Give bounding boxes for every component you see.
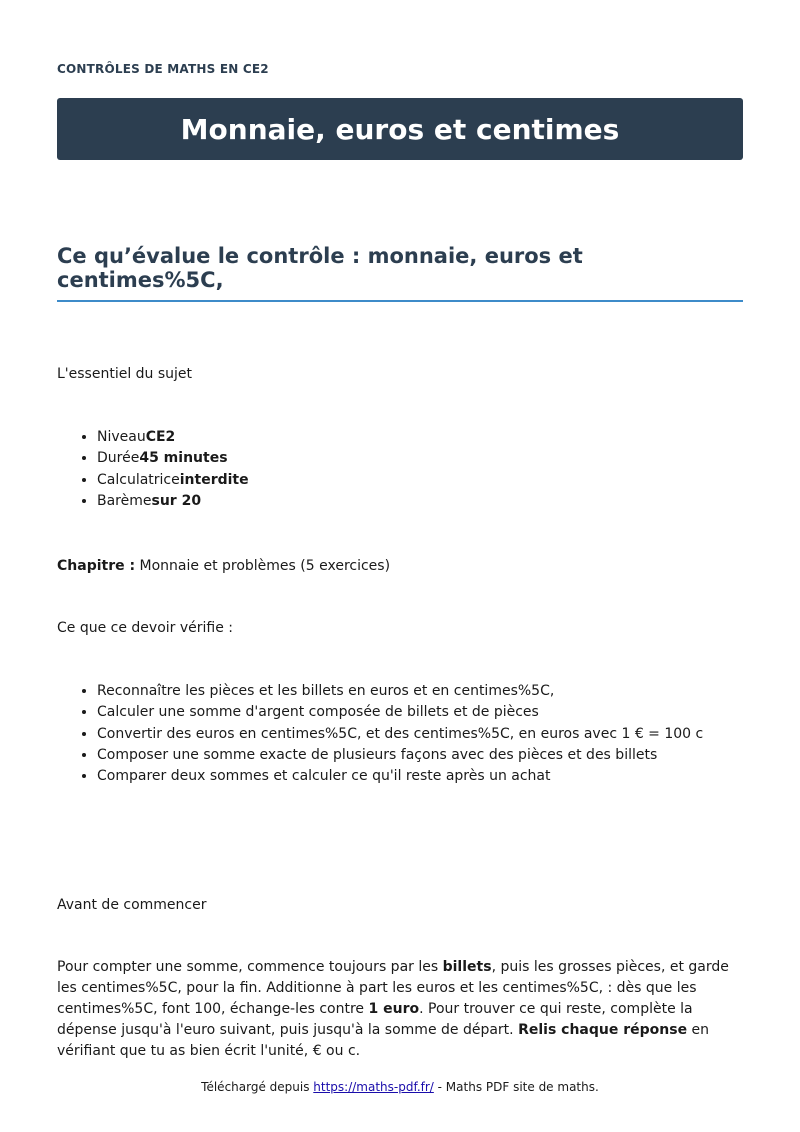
summary-item-duration: • Durée45 minutes bbox=[97, 448, 783, 469]
chapter-label: Chapitre : bbox=[57, 558, 136, 574]
advice-paragraph: Pour compter une somme, commence toujours par les billets, puis les grosses pièces, et garde les centimes%5C, pour la fin. Additionne à part les euros et les centimes%5C, : dès que les centimes%5C, font 100, échange-les contre 1 euro. Pour trouver ce qui reste, complète la dépense jusqu'à l'euro suivant, puis jusqu'à la somme de départ. Relis chaque réponse en vérifiant que tu as bien écrit l'unité, € ou c. bbox=[57, 959, 729, 1059]
checks-list bbox=[57, 681, 783, 787]
list-item: • Comparer deux sommes et calculer ce qu'il reste après un achat bbox=[97, 766, 783, 787]
list-item: • Composer une somme exacte de plusieurs façons avec des pièces et des billets bbox=[97, 745, 783, 766]
title-banner bbox=[57, 98, 743, 160]
page-title: Monnaie, euros et centimes bbox=[180, 112, 620, 146]
list-item: • Calculer une somme d'argent composée de billets et de pièces bbox=[97, 702, 783, 723]
footer-link[interactable]: https://maths-pdf.fr/ bbox=[313, 1080, 434, 1094]
summary-item-level: • NiveauCE2 bbox=[97, 427, 783, 448]
summary-item-calculator: • Calculatriceinterdite bbox=[97, 470, 783, 491]
list-item: • Reconnaître les pièces et les billets en euros et en centimes%5C, bbox=[97, 681, 783, 702]
footer: Téléchargé depuis https://maths-pdf.fr/ - Maths PDF site de maths. bbox=[201, 1080, 599, 1094]
summary-item-grading: • Barèmesur 20 bbox=[97, 491, 783, 512]
advice-heading: Avant de commencer bbox=[57, 897, 207, 913]
chapter-text: Monnaie et problèmes (5 exercices) bbox=[135, 558, 391, 574]
section-title: Ce qu’évalue le contrôle : monnaie, euros et centimes%5C, bbox=[57, 244, 743, 302]
summary-list bbox=[57, 427, 783, 512]
list-item: • Convertir des euros en centimes%5C, et des centimes%5C, en euros avec 1 € = 100 c bbox=[97, 724, 783, 745]
chapter-line bbox=[57, 556, 743, 577]
checks-heading: Ce que ce devoir vérifie : bbox=[57, 620, 234, 636]
summary-heading: L'essentiel du sujet bbox=[57, 366, 193, 382]
series-kicker: CONTRÔLES DE MATHS EN CE2 bbox=[57, 62, 269, 76]
